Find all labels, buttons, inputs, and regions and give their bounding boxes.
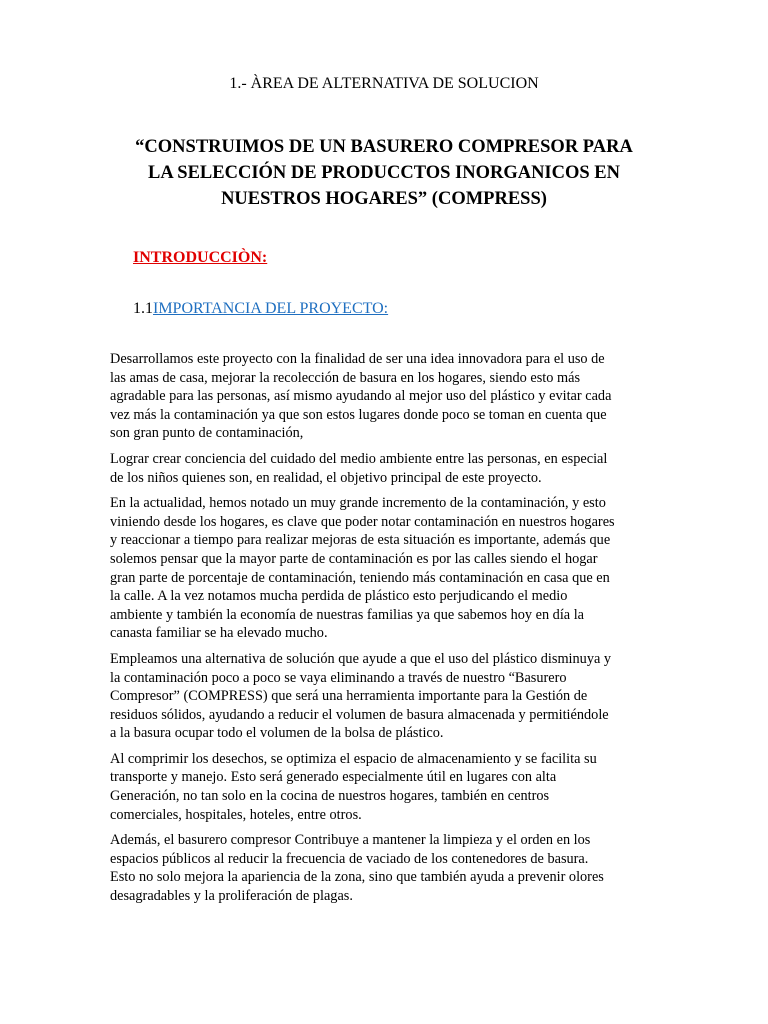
body-text: [110, 350, 670, 913]
body-paragraph: [110, 450, 670, 487]
paragraph-line: ambiente y también la economía de nuestras familias ya que sabemos hoy en día la: [110, 606, 585, 623]
paragraph-line: las amas de casa, mejorar la recolección de basura en los hogares, siendo esto más: [110, 369, 581, 386]
paragraph-line: Compresor” (COMPRESS) que será una herramienta importante para la Gestión de: [110, 688, 588, 705]
paragraph-line: residuos sólidos, ayudando a reducir el volumen de basura almacenada y permitiéndole: [110, 706, 609, 723]
body-paragraph: [110, 831, 670, 905]
paragraph-line: En la actualidad, hemos notado un muy grande incremento de la contaminación, y esto: [110, 495, 606, 512]
paragraph-line: son gran punto de contaminación,: [110, 425, 304, 442]
section-title: 1.- ÀREA DE ALTERNATIVA DE SOLUCION: [229, 75, 539, 92]
paragraph-line: espacios públicos al reducir la frecuencia de vaciado de los contenedores de basura.: [110, 850, 589, 867]
document-title-line: “CONSTRUIMOS DE UN BASURERO COMPRESOR PARA: [135, 137, 633, 157]
body-paragraph: [110, 494, 670, 643]
paragraph-line: desagradables y la proliferación de plagas.: [110, 888, 353, 905]
paragraph-line: transporte y manejo. Esto será generado especialmente útil en lugares con alta: [110, 769, 557, 786]
paragraph-line: viniendo desde los hogares, es clave que poder notar contaminación en nuestros hogares: [110, 513, 615, 530]
introduction-heading: INTRODUCCIÒN:: [133, 249, 268, 266]
paragraph-line: Lograr crear conciencia del cuidado del medio ambiente entre las personas, en especial: [110, 450, 608, 467]
paragraph-line: Además, el basurero compresor Contribuye a mantener la limpieza y el orden en los: [110, 832, 591, 849]
paragraph-line: solemos pensar que la mayor parte de contaminación es por las calles siendo el hogar: [110, 550, 598, 567]
paragraph-line: Empleamos una alternativa de solución que ayude a que el uso del plástico disminuya y: [110, 650, 612, 667]
paragraph-line: canasta familiar se ha elevado mucho.: [110, 625, 328, 642]
paragraph-line: Al comprimir los desechos, se optimiza el espacio de almacenamiento y se facilita su: [110, 750, 597, 767]
paragraph-line: a la basura ocupar todo el volumen de la bolsa de plástico.: [110, 725, 444, 742]
paragraph-line: gran parte de porcentaje de contaminación, teniendo más contaminación en casa que en: [110, 569, 610, 586]
paragraph-line: Esto no solo mejora la apariencia de la zona, sino que también ayuda a prevenir olores: [110, 869, 604, 886]
subsection-number: 1.1: [133, 300, 153, 317]
paragraph-line: la contaminación poco a poco se vaya eliminando a través de nuestro “Basurero: [110, 669, 567, 686]
paragraph-line: vez más la contaminación ya que son estos lugares donde poco se toman en cuenta que: [110, 406, 607, 423]
body-paragraph: [110, 750, 670, 824]
body-paragraph: [110, 350, 670, 443]
document-title: [84, 134, 684, 212]
body-paragraph: [110, 650, 670, 743]
subsection-heading: [133, 299, 388, 319]
paragraph-line: de los niños quienes son, en realidad, el objetivo principal de este proyecto.: [110, 469, 542, 486]
paragraph-line: la calle. A la vez notamos mucha perdida de plástico esto perjudicando el medio: [110, 588, 568, 605]
paragraph-line: Desarrollamos este proyecto con la finalidad de ser una idea innovadora para el uso de: [110, 351, 605, 367]
paragraph-line: Generación, no tan solo en la cocina de nuestros hogares, también en centros: [110, 788, 550, 805]
paragraph-line: comerciales, hospitales, hoteles, entre otros.: [110, 806, 362, 823]
paragraph-line: agradable para las personas, así mismo ayudando al mejor uso del plástico y evitar cada: [110, 388, 612, 405]
document-title-line: LA SELECCIÓN DE PRODUCCTOS INORGANICOS EN: [147, 163, 620, 183]
subsection-link[interactable]: IMPORTANCIA DEL PROYECTO:: [153, 300, 389, 317]
paragraph-line: y reaccionar a tiempo para realizar mejoras de esta situación es importante, además que: [110, 532, 611, 549]
document-title-line: NUESTROS HOGARES” (COMPRESS): [221, 189, 547, 209]
